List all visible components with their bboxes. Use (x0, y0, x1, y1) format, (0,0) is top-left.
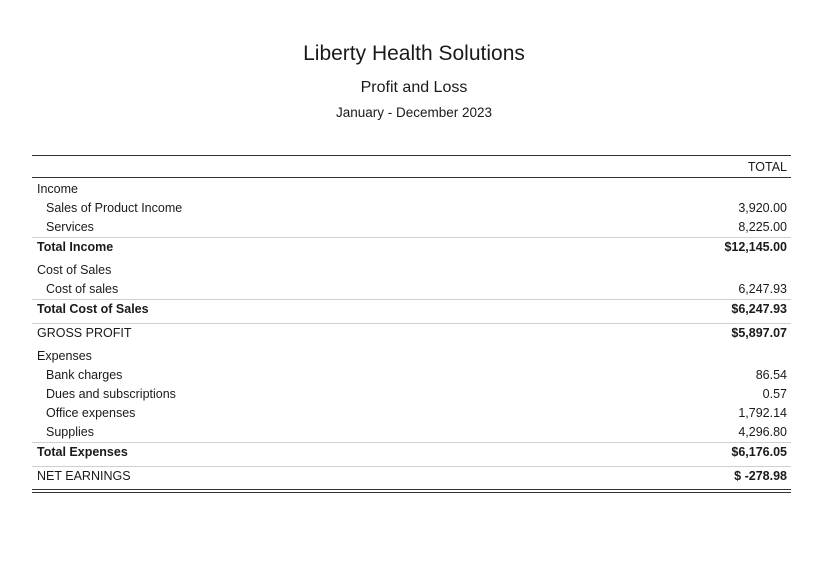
row-amount: $12,145.00 (724, 240, 787, 254)
row-label: Sales of Product Income (46, 201, 183, 215)
section-cost-of-sales (32, 261, 791, 280)
row-label: Total Cost of Sales (37, 302, 149, 316)
row-label: NET EARNINGS (37, 469, 131, 483)
row-label: Office expenses (46, 406, 136, 420)
row-amount: 8,225.00 (738, 220, 787, 234)
row-total-cost-of-sales (32, 299, 791, 319)
row-label: Services (46, 220, 94, 234)
report-title: Profit and Loss (360, 79, 468, 96)
row-label: Cost of Sales (37, 263, 112, 277)
row-services (32, 218, 791, 237)
row-gross-profit (32, 323, 791, 343)
row-label: Cost of sales (46, 282, 119, 296)
row-amount: 86.54 (755, 368, 787, 382)
row-cost-of-sales (32, 280, 791, 299)
report-period: January - December 2023 (335, 105, 493, 120)
row-label: Bank charges (46, 368, 123, 382)
row-total-expenses (32, 442, 791, 462)
row-amount: $ -278.98 (734, 469, 787, 483)
row-supplies (32, 423, 791, 442)
row-label: Expenses (37, 349, 92, 363)
section-expenses (32, 347, 791, 366)
header-rule (32, 177, 791, 178)
column-header-row (32, 156, 791, 177)
row-dues-and-subscriptions (32, 385, 791, 404)
row-sales-of-product-income (32, 199, 791, 218)
row-amount: 1,792.14 (738, 406, 787, 420)
row-amount: 0.57 (762, 387, 787, 401)
row-net-earnings (32, 466, 791, 486)
row-label: GROSS PROFIT (37, 326, 132, 340)
row-total-income (32, 237, 791, 257)
row-label: Supplies (46, 425, 94, 439)
company-name: Liberty Health Solutions (303, 42, 525, 65)
row-office-expenses (32, 404, 791, 423)
column-header-total: TOTAL (747, 160, 787, 174)
row-amount: $6,176.05 (731, 445, 787, 459)
row-label: Total Expenses (37, 445, 128, 459)
table-bottom-double-rule (32, 489, 791, 493)
row-amount: $6,247.93 (731, 302, 787, 316)
row-amount: 4,296.80 (738, 425, 787, 439)
row-label: Dues and subscriptions (46, 387, 176, 401)
row-amount: 6,247.93 (738, 282, 787, 296)
row-label: Income (37, 182, 78, 196)
section-income (32, 180, 791, 199)
row-bank-charges (32, 366, 791, 385)
row-amount: $5,897.07 (731, 326, 787, 340)
row-label: Total Income (37, 240, 114, 254)
profit-and-loss-table (32, 155, 791, 493)
row-amount: 3,920.00 (738, 201, 787, 215)
